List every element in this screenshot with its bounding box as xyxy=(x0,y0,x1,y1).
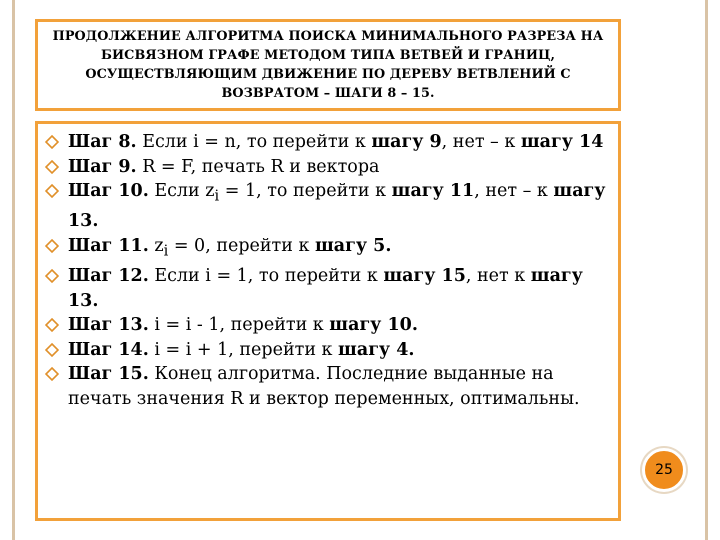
step-text: Если i = n, то перейти к xyxy=(136,132,372,152)
step-item-13 xyxy=(38,313,618,338)
step-label: Шаг 11. xyxy=(68,235,149,256)
hollow-diamond-icon xyxy=(45,184,59,198)
step-item-15 xyxy=(38,362,618,411)
hollow-diamond-icon xyxy=(45,367,59,381)
step-text: = 1, то перейти к xyxy=(219,181,392,202)
step-item-12 xyxy=(38,264,618,313)
step-text: . xyxy=(385,235,392,256)
step-item-9 xyxy=(38,155,618,180)
step-text: , нет – к xyxy=(474,181,554,202)
steps-content-box xyxy=(35,121,621,521)
step-label: Шаг 9. xyxy=(68,156,137,177)
slide-title-box xyxy=(35,19,621,111)
step-text: z xyxy=(148,235,164,256)
step-label: Шаг 12. xyxy=(68,265,149,286)
step-item-11 xyxy=(38,234,618,264)
step-goto: шагу 9 xyxy=(371,132,442,152)
step-text: , нет – к xyxy=(441,132,521,152)
step-text: Если i = 1, то перейти к xyxy=(148,265,384,286)
step-goto: шагу 11 xyxy=(391,181,475,202)
step-goto: шагу 10 xyxy=(329,315,412,336)
step-text: R = F, печать R и вектора xyxy=(136,156,380,177)
step-text: , нет к xyxy=(465,265,531,286)
hollow-diamond-icon xyxy=(45,160,59,174)
step-goto: шагу 14 xyxy=(520,132,604,152)
steps-list xyxy=(38,130,618,412)
hollow-diamond-icon xyxy=(45,135,59,149)
step-text: . xyxy=(411,315,418,336)
step-item-10 xyxy=(38,179,618,234)
step-subscript: i xyxy=(214,187,220,205)
step-text: i = i - 1, перейти к xyxy=(148,315,330,336)
step-label: Шаг 13. xyxy=(68,315,149,336)
step-text: i = i + 1, перейти к xyxy=(148,339,339,360)
right-decorative-rule xyxy=(705,0,708,540)
step-goto: шагу 13. xyxy=(68,265,583,311)
slide-title: ПРОДОЛЖЕНИЕ АЛГОРИТМА ПОИСКА МИНИМАЛЬНОГО РАЗРЕЗА НА БИСВЯЗНОМ ГРАФЕ МЕТОДОМ ТИПА ВЕТВЕЙ И ГРАНИЦ, ОСУЩЕСТВЛЯЮЩИМ ДВИЖЕНИЕ ПО ДЕРЕВУ ВЕТВЛЕНИЙ С ВОЗВРАТОМ – ШАГИ 8 – 15. xyxy=(52,29,604,101)
step-subscript: i xyxy=(163,242,169,260)
hollow-diamond-icon xyxy=(45,343,59,357)
step-text: = 0, перейти к xyxy=(168,235,315,256)
hollow-diamond-icon xyxy=(45,269,59,283)
step-text: . xyxy=(408,339,415,360)
step-goto: шагу 5 xyxy=(314,235,386,256)
step-label: Шаг 8. xyxy=(68,132,137,152)
hollow-diamond-icon xyxy=(45,239,59,253)
left-decorative-rule xyxy=(12,0,15,540)
step-item-14 xyxy=(38,338,618,363)
hollow-diamond-icon xyxy=(45,318,59,332)
step-item-8 xyxy=(38,130,618,155)
page-number-badge: 25 xyxy=(642,448,686,492)
step-label: Шаг 10. xyxy=(68,181,149,202)
step-label: Шаг 14. xyxy=(68,339,149,360)
step-goto: шагу 13. xyxy=(68,181,606,232)
step-text: Если z xyxy=(148,181,215,202)
step-goto: шагу 4 xyxy=(338,339,409,360)
step-goto: шагу 15 xyxy=(383,265,466,286)
step-label: Шаг 15. xyxy=(68,364,149,385)
step-text: Конец алгоритма. Последние выданные на печать значения R и вектор переменных, оптимальны. xyxy=(68,364,580,409)
